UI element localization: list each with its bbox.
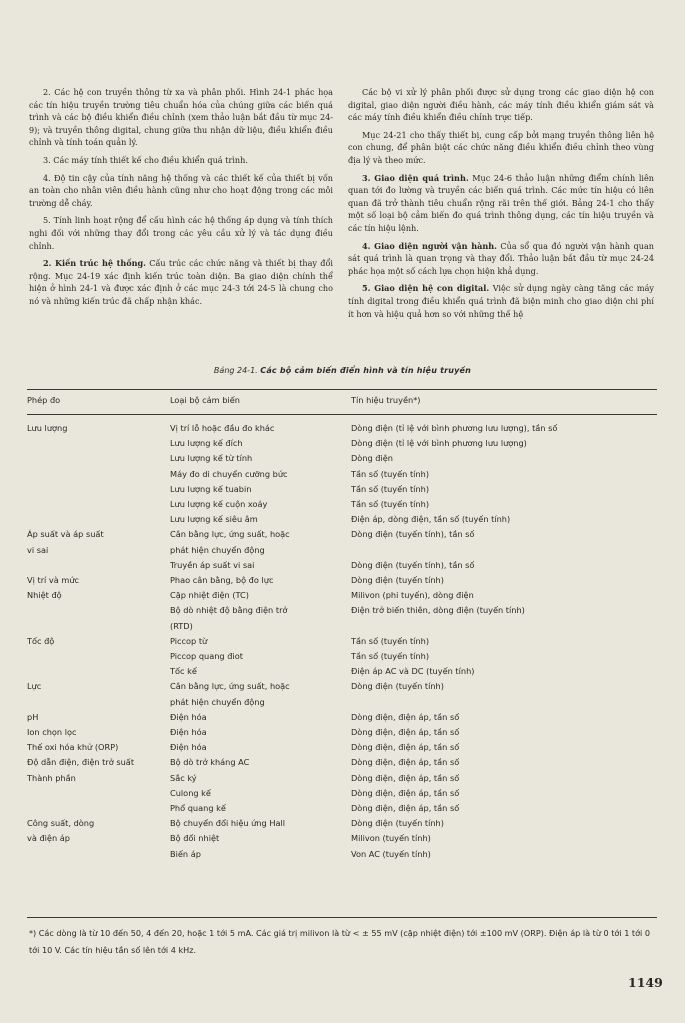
- cell-measurement: [27, 436, 170, 451]
- table-caption: [0, 366, 685, 375]
- cell-sensor-type: Lưu lượng kế đích: [170, 438, 243, 449]
- cell-sensor-type: Điện hóa: [170, 711, 207, 722]
- table-row: [27, 543, 657, 558]
- cell-signal: Dòng điện (tuyến tính): [351, 681, 444, 692]
- section-heading: 3. Giao diện quá trình.: [362, 172, 469, 183]
- cell-measurement: [27, 619, 170, 634]
- cell-signal: Điện áp, dòng điện, tần số (tuyến tính): [351, 514, 511, 525]
- cell-signal: Dòng điện, điện áp, tần số: [351, 711, 460, 722]
- cell-sensor-type: phát hiện chuyển động: [170, 544, 265, 555]
- table-row: [27, 664, 657, 679]
- right-text-column: [348, 86, 654, 325]
- page-number: 1149: [628, 975, 663, 990]
- cell-sensor-type: Lưu lượng kế siêu âm: [170, 514, 258, 525]
- cell-sensor-type: Culong kế: [170, 787, 211, 798]
- cell-signal: Tần số (tuyến tính): [351, 635, 430, 646]
- paragraph-text: Các bộ vi xử lý phân phối được sử dụng trong các giao diện hệ con digital, giao diện người điều hành, các máy tính điều khiển giám sát và các máy tính điều khiển điều chỉnh trực tiếp.: [348, 87, 654, 123]
- left-paragraph: [29, 154, 333, 167]
- table-caption-title: Các bộ cảm biến điển hình và tín hiệu truyền: [260, 366, 472, 375]
- paragraph-text: 3. Các máy tính thiết kế cho điều khiển quá trình.: [43, 154, 248, 165]
- table-row: [27, 421, 657, 436]
- cell-measurement: [27, 558, 170, 573]
- table-row: [27, 558, 657, 573]
- paragraph-text: 2. Các hệ con truyền thông từ xa và phân phối. Hình 24-1 phác họa các tín hiệu truyền trường tiêu chuẩn hóa của chúng giữa các biến quá trình và các bộ điều khiển điều chỉnh (xem thảo luận bắt đầu từ mục 24-9); và truyền thông digital, chung giữa thu nhận dữ liệu, điều khiển điều chỉnh và tính toán quản lý.: [29, 87, 333, 148]
- cell-measurement: [27, 451, 170, 466]
- cell-signal: Dòng điện, điện áp, tần số: [351, 757, 460, 768]
- cell-signal: Dòng điện (tuyến tính): [351, 575, 444, 586]
- cell-signal: Dòng điện (tuyến tính), tần số: [351, 559, 475, 570]
- cell-sensor-type: Bộ đổi nhiệt: [170, 833, 220, 844]
- table-body: [0, 421, 685, 862]
- cell-sensor-type: Lưu lượng kế từ tính: [170, 453, 253, 464]
- table-row: [27, 482, 657, 497]
- cell-measurement: Thành phần: [27, 772, 76, 783]
- cell-sensor-type: Truyền áp suất vi sai: [170, 559, 255, 570]
- table-row: [27, 740, 657, 755]
- left-paragraph: [29, 86, 333, 149]
- cell-measurement: và điện áp: [27, 833, 70, 844]
- cell-signal: Dòng điện, điện áp, tần số: [351, 787, 460, 798]
- table-bottom-rule: [27, 917, 657, 918]
- cell-signal: Dòng điện (tuyến tính), tần số: [351, 529, 475, 540]
- cell-measurement: [27, 801, 170, 816]
- table-row: [27, 771, 657, 786]
- cell-signal: Tần số (tuyến tính): [351, 468, 430, 479]
- cell-measurement: [27, 497, 170, 512]
- cell-sensor-type: Cân bằng lực, ứng suất, hoặc: [170, 681, 290, 692]
- cell-signal: Điện trở biến thiên, dòng điện (tuyến tính): [351, 605, 525, 616]
- cell-measurement: Lưu lượng: [27, 423, 68, 433]
- paragraph-text: Của sổ qua đó người vận hành quan sát quá trình là quan trọng và thay đổi. Thảo luận bắt đầu từ mục 24-24 phác họa một số cách lựa chọn hiện khả dụng.: [348, 240, 654, 276]
- header-measurement: Phép đo: [27, 395, 61, 405]
- table-row: [27, 588, 657, 603]
- table-row: [27, 451, 657, 466]
- cell-sensor-type: Sắc ký: [170, 772, 197, 783]
- cell-measurement: Áp suất và áp suất: [27, 529, 104, 540]
- cell-measurement: Nhiệt độ: [27, 590, 62, 601]
- left-paragraph: [29, 257, 333, 307]
- table-row: [27, 725, 657, 740]
- cell-signal: Dòng điện (tỉ lệ với bình phương lưu lượng): [351, 438, 527, 449]
- cell-sensor-type: Phao cân bằng, bộ đo lực: [170, 575, 274, 586]
- table-row: [27, 512, 657, 527]
- table-row: [27, 527, 657, 542]
- table-row: [27, 573, 657, 588]
- table-row: [27, 695, 657, 710]
- cell-sensor-type: Phổ quang kế: [170, 803, 226, 814]
- table-row: [27, 801, 657, 816]
- header-sensor-type: Loại bộ cảm biến: [170, 395, 240, 405]
- right-paragraph: [348, 172, 654, 235]
- table-header-rule: [27, 414, 657, 415]
- cell-measurement: [27, 786, 170, 801]
- paragraph-text: Cấu trúc các chức năng và thiết bị thay đổi rộng. Mục 24-19 xác định kiến trúc toàn diện. Ba giao diện chính thể hiện ở hình 24-1 và được xác định ở các mục 24-3 tới 24-5 là chung cho nó và những kiến trúc đã chấp nhận khác.: [29, 258, 333, 306]
- cell-sensor-type: Máy đo di chuyển cưỡng bức: [170, 468, 288, 479]
- cell-measurement: [27, 467, 170, 482]
- cell-signal: Tần số (tuyến tính): [351, 651, 430, 662]
- table-row: [27, 755, 657, 770]
- cell-signal: [351, 543, 657, 558]
- cell-sensor-type: Bộ dò trở kháng AC: [170, 757, 250, 768]
- cell-sensor-type: Piccop quang điot: [170, 651, 243, 662]
- cell-sensor-type: Lưu lượng kế cuộn xoáy: [170, 499, 268, 510]
- table-row: [27, 679, 657, 694]
- right-paragraph: [348, 129, 654, 167]
- table-row: [27, 847, 657, 862]
- paragraph-text: 5. Tính linh hoạt rộng để cấu hình các hệ thống áp dụng và tính thích nghi đối với những thay đổi trong các yêu cầu xử lý và tác dụng điều chỉnh.: [29, 215, 333, 251]
- cell-sensor-type: Bộ dò nhiệt độ bằng điện trở: [170, 605, 288, 616]
- cell-sensor-type: Điện hóa: [170, 727, 207, 738]
- cell-measurement: [27, 847, 170, 862]
- cell-sensor-type: (RTD): [170, 620, 193, 631]
- cell-sensor-type: Cặp nhiệt điện (TC): [170, 590, 249, 601]
- paragraph-text: Việc sử dụng ngày càng tăng các máy tính digital trong điều khiển quá trình đã biện minh cho giao diện chi phí ít hơn và hiệu quả hơn so với những thế hệ: [348, 283, 654, 319]
- header-signal: Tín hiệu truyền*): [351, 395, 421, 405]
- cell-signal: Dòng điện, điện áp, tần số: [351, 772, 460, 783]
- section-heading: 4. Giao diện người vận hành.: [362, 240, 497, 251]
- cell-sensor-type: Bộ chuyển đổi hiệu ứng Hall: [170, 818, 286, 829]
- section-heading: 2. Kiến trúc hệ thống.: [43, 258, 146, 269]
- cell-signal: Dòng điện (tuyến tính): [351, 818, 444, 829]
- cell-sensor-type: Biến áp: [170, 848, 201, 859]
- cell-signal: Dòng điện (tỉ lệ với bình phương lưu lượng), tần số: [351, 423, 558, 433]
- paragraph-text: Mục 24-6 thảo luận những điểm chính liên quan tới đo lường và truyền các biến quá trình. Các mức tín hiệu có liên quan đã trở thành tiêu chuẩn rộng rãi trên thế giới. Bảng 24-1 cho thấy một số loại bộ cảm biến đo quá trình thông dụng, các tín hiệu truyền và các tín hiệu lệnh.: [348, 172, 654, 233]
- cell-measurement: Độ dẫn điện, điện trở suất: [27, 757, 135, 768]
- cell-measurement: [27, 664, 170, 679]
- cell-measurement: Công suất, dòng: [27, 818, 95, 829]
- cell-measurement: Lực: [27, 681, 42, 692]
- cell-sensor-type: Cân bằng lực, ứng suất, hoặc: [170, 529, 290, 540]
- cell-measurement: Tốc độ: [27, 635, 55, 646]
- cell-measurement: [27, 649, 170, 664]
- cell-signal: Milivon (tuyến tính): [351, 833, 431, 844]
- paragraph-text: 4. Độ tin cậy của tính năng hệ thống và các thiết kế của thiết bị vốn an toàn cho nhân viên điều hành cũng như cho hoạt động trong các môi trường dễ cháy.: [29, 172, 333, 208]
- table-row: [27, 710, 657, 725]
- table-row: [27, 603, 657, 618]
- cell-measurement: [27, 482, 170, 497]
- cell-signal: Dòng điện, điện áp, tần số: [351, 803, 460, 814]
- table-row: [27, 619, 657, 634]
- table-row: [27, 816, 657, 831]
- table-row: [27, 497, 657, 512]
- table-header: [27, 393, 657, 408]
- cell-signal: Dòng điện, điện áp, tần số: [351, 727, 460, 738]
- left-paragraph: [29, 172, 333, 210]
- cell-sensor-type: Lưu lượng kế tuabin: [170, 483, 252, 494]
- cell-measurement: Thế oxi hóa khử (ORP): [27, 742, 119, 753]
- right-paragraph: [348, 282, 654, 320]
- left-paragraph: [29, 214, 333, 252]
- table-row: [27, 786, 657, 801]
- cell-signal: [351, 619, 657, 634]
- cell-measurement: vi sai: [27, 544, 49, 555]
- cell-signal: Điện áp AC và DC (tuyến tính): [351, 666, 475, 677]
- table-row: [27, 436, 657, 451]
- cell-measurement: Vị trí và mức: [27, 575, 80, 586]
- cell-measurement: [27, 695, 170, 710]
- cell-measurement: [27, 603, 170, 618]
- cell-sensor-type: phát hiện chuyển động: [170, 696, 265, 707]
- section-heading: 5. Giao diện hệ con digital.: [362, 283, 490, 294]
- cell-sensor-type: Vị trí lỗ hoặc đầu đo khác: [170, 423, 275, 433]
- table-caption-prefix: Bảng 24-1.: [213, 366, 258, 375]
- table-row: [27, 831, 657, 846]
- cell-signal: Von AC (tuyến tính): [351, 848, 431, 859]
- cell-measurement: pH: [27, 711, 39, 722]
- cell-measurement: Ion chọn lọc: [27, 727, 77, 738]
- table-footnote: *) Các dòng là từ 10 đến 50, 4 đến 20, hoặc 1 tới 5 mA. Các giá trị milivon là từ < ± 55 mV (cặp nhiệt điện) tới ±100 mV (ORP). Điện áp là từ 0 tới 1 tới 0 tới 10 V. Các tín hiệu tần số lên tới 4 kHz.: [29, 928, 651, 955]
- cell-signal: Dòng điện, điện áp, tần số: [351, 742, 460, 753]
- left-text-column: [29, 86, 333, 313]
- cell-signal: Dòng điện: [351, 453, 394, 464]
- right-paragraph: [348, 240, 654, 278]
- table-top-rule: [27, 389, 657, 390]
- table-row: [27, 649, 657, 664]
- cell-sensor-type: Điện hóa: [170, 742, 207, 753]
- table-row: [27, 634, 657, 649]
- cell-signal: Tần số (tuyến tính): [351, 499, 430, 510]
- paragraph-text: Mục 24-21 cho thấy thiết bị, cung cấp bởi mạng truyền thông liên hệ con chung, để phân biệt các chức năng điều khiển điều chỉnh theo vùng địa lý và theo mức.: [348, 129, 654, 165]
- cell-sensor-type: Piccop từ: [170, 635, 208, 646]
- right-paragraph: [348, 86, 654, 124]
- cell-measurement: [27, 512, 170, 527]
- cell-signal: Tần số (tuyến tính): [351, 483, 430, 494]
- cell-sensor-type: Tốc kế: [170, 666, 197, 677]
- cell-signal: Milivon (phi tuyến), dòng điện: [351, 590, 474, 601]
- cell-signal: [351, 695, 657, 710]
- table-row: [27, 467, 657, 482]
